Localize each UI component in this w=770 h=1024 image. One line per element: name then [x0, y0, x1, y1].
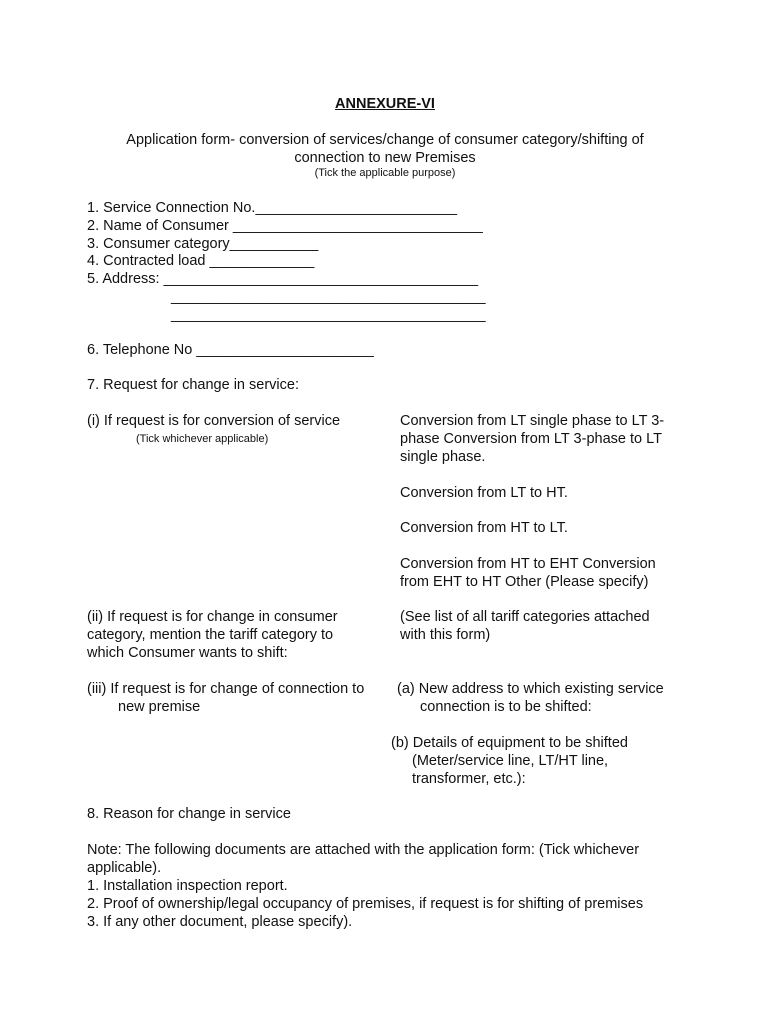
field-address-line3[interactable]: _______________________________________	[171, 307, 486, 323]
section-ii-label: (ii) If request is for change in consumer category, mention the tariff category to which Consumer wants to shift:	[87, 609, 338, 661]
option-lt-to-ht[interactable]: Conversion from LT to HT.	[400, 485, 568, 501]
document-item-2[interactable]: 2. Proof of ownership/legal occupancy of premises, if request is for shifting of premises	[87, 896, 644, 912]
equipment-details-line2[interactable]: (Meter/service line, LT/HT line,	[412, 753, 609, 769]
section-iii-label-line2: new premise	[118, 699, 201, 715]
section-i-note: (Tick whichever applicable)	[136, 433, 269, 445]
section-iii-label-line1: (iii) If request is for change of connection to	[87, 681, 365, 697]
field-address-line2[interactable]: _______________________________________	[171, 289, 486, 305]
document-item-1[interactable]: 1. Installation inspection report.	[87, 878, 288, 894]
field-consumer-name[interactable]: 2. Name of Consumer _______________________________	[87, 218, 483, 234]
equipment-details-line1[interactable]: (b) Details of equipment to be shifted	[391, 735, 628, 751]
option-lt-single-3phase[interactable]: Conversion from LT single phase to LT 3-phase Conversion from LT 3-phase to LT single phase.	[400, 413, 665, 465]
new-address-line2[interactable]: connection is to be shifted:	[420, 699, 592, 715]
documents-note: Note: The following documents are attached with the application form: (Tick whichever applicable).	[87, 842, 640, 876]
field-consumer-category[interactable]: 3. Consumer category___________	[87, 236, 319, 252]
section-i-label: (i) If request is for conversion of service	[87, 413, 341, 429]
reason-for-change[interactable]: 8. Reason for change in service	[87, 806, 291, 822]
field-contracted-load[interactable]: 4. Contracted load _____________	[87, 253, 315, 269]
document-item-3[interactable]: 3. If any other document, please specify).	[87, 914, 353, 930]
option-ht-eht-other[interactable]: Conversion from HT to EHT Conversion from EHT to HT Other (Please specify)	[400, 556, 656, 590]
option-ht-to-lt[interactable]: Conversion from HT to LT.	[400, 520, 568, 536]
equipment-details-line3[interactable]: transformer, etc.):	[412, 771, 526, 787]
section-ii-tariff-note: (See list of all tariff categories attached with this form)	[400, 609, 650, 643]
subtitle-note: (Tick the applicable purpose)	[314, 167, 456, 179]
field-address[interactable]: 5. Address: _______________________________________	[87, 271, 479, 287]
field-telephone[interactable]: 6. Telephone No ______________________	[87, 342, 374, 358]
page-title: ANNEXURE-VI	[335, 96, 435, 112]
form-subtitle: Application form- conversion of services/change of consumer category/shifting of connection to new Premises	[126, 132, 644, 166]
new-address-line1[interactable]: (a) New address to which existing service	[397, 681, 664, 697]
request-change-heading: 7. Request for change in service:	[87, 377, 299, 393]
field-service-connection[interactable]: 1. Service Connection No._________________________	[87, 200, 458, 216]
